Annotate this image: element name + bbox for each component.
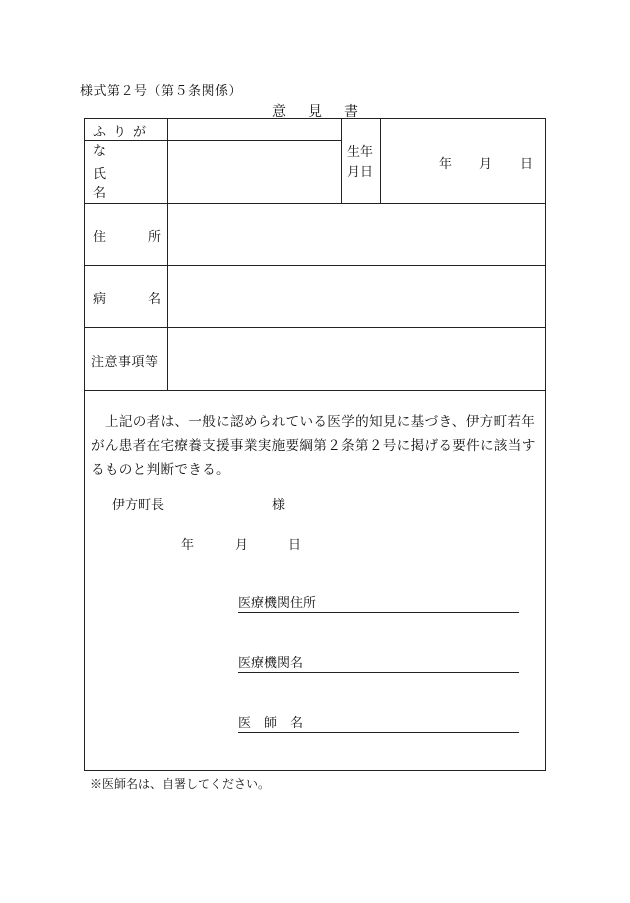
disease-label <box>93 288 203 307</box>
birthdate-column-divider <box>380 119 381 203</box>
row-divider <box>85 390 546 391</box>
date-month: 月 <box>235 538 249 553</box>
notes-label: 注意事項等 <box>91 355 159 370</box>
name-label <box>93 163 161 201</box>
form-number: 様式第２号（第５条関係） <box>80 84 243 99</box>
row-divider <box>85 265 546 266</box>
institution-name-label: 医療機関名 <box>238 656 304 671</box>
doctor-name-label: 医 師 名 <box>238 716 304 731</box>
document-title: 意見書 <box>272 104 380 120</box>
address-label <box>93 226 203 245</box>
institution-address-line <box>238 592 519 613</box>
birthdate-month: 月 <box>479 157 493 172</box>
row-divider <box>85 327 546 328</box>
birthdate-year: 年 <box>439 157 453 172</box>
furigana-label-text: ふりがな <box>93 125 154 159</box>
birthdate-label-line1: 生年 <box>347 145 374 160</box>
row-divider <box>85 203 546 204</box>
birthdate-column-divider <box>341 119 342 203</box>
disease-label-text: 病名 <box>93 292 204 307</box>
addressee-honorific: 様 <box>272 498 286 513</box>
birthdate-label-line2: 月日 <box>347 165 374 180</box>
name-label-text: 氏名 <box>93 167 149 201</box>
institution-address-label: 医療機関住所 <box>238 596 317 611</box>
statement-paragraph <box>91 410 543 482</box>
address-label-text: 住所 <box>93 230 204 245</box>
date-year: 年 <box>181 538 195 553</box>
birthdate-day: 日 <box>520 157 534 172</box>
doctor-name-line <box>238 712 519 733</box>
furigana-label <box>93 121 161 159</box>
date-day: 日 <box>288 538 302 553</box>
footnote: ※医師名は、自署してください。 <box>90 777 271 791</box>
birthdate-label <box>347 143 373 183</box>
statement-text: 上記の者は、一般に認められている医学的知見に基づき、伊方町若年がん患者在宅療養支援事業実施要綱第２条第２号に掲げる要件に該当するものと判断できる。 <box>91 414 536 478</box>
addressee: 伊方町長 <box>112 498 165 513</box>
institution-name-line <box>238 652 519 673</box>
label-column-divider <box>167 119 168 390</box>
